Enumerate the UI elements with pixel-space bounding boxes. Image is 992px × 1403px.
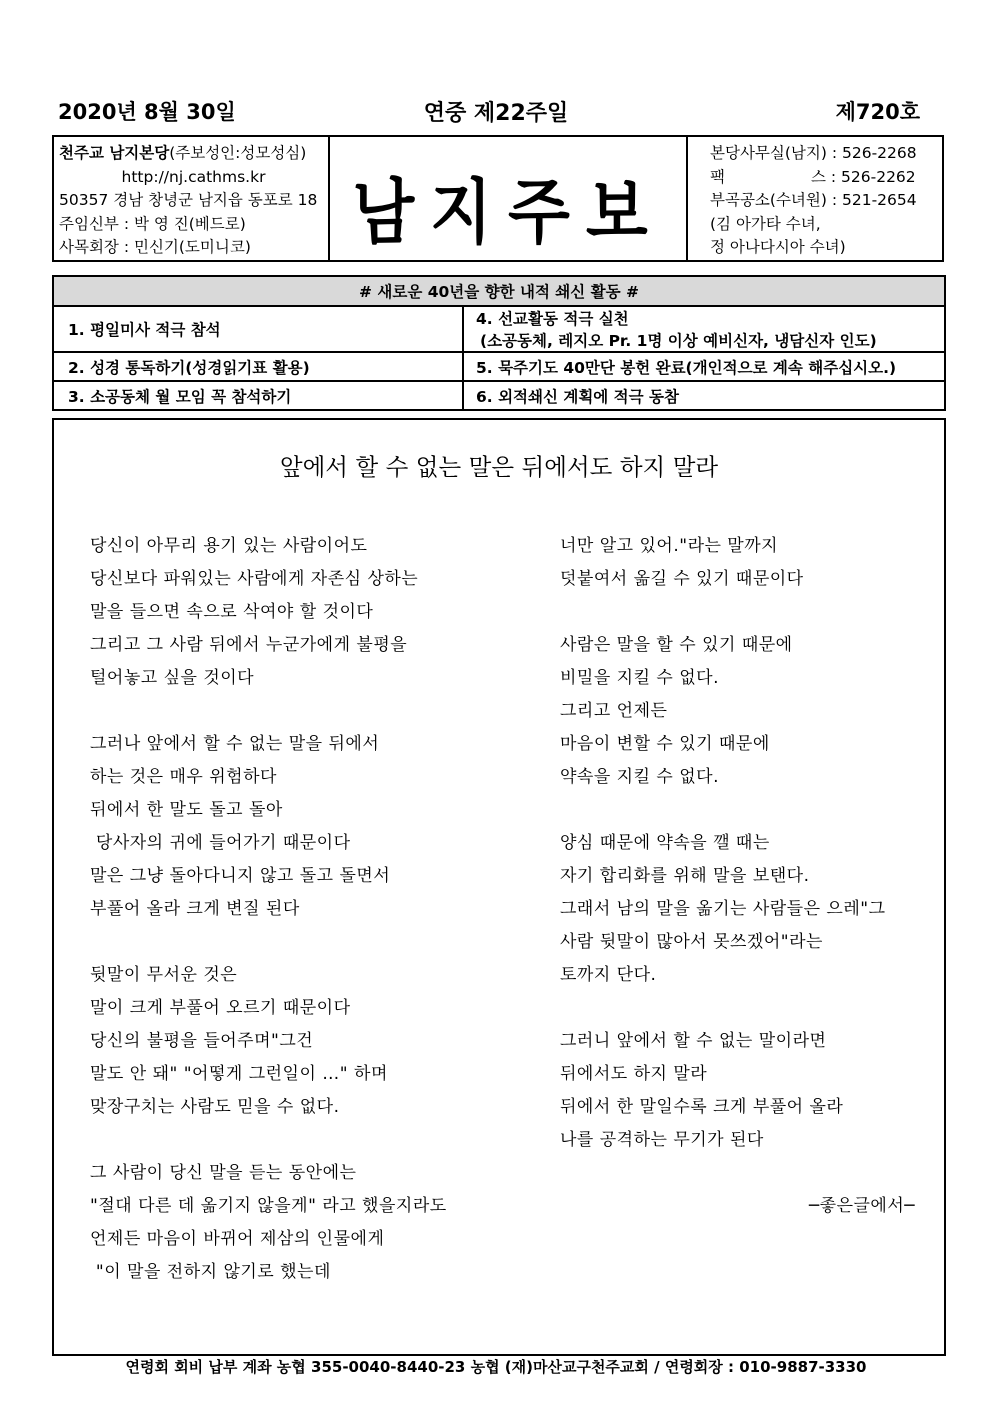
article-line: 비밀을 지킬 수 없다. [560, 668, 719, 688]
sisters-line-1: (김 아가타 수녀, [710, 214, 821, 233]
article-line: 그러나 앞에서 할 수 없는 말을 뒤에서 [90, 734, 380, 754]
article-line: 말이 크게 부풀어 오르기 때문이다 [90, 998, 351, 1018]
issue-date: 2020년 8월 30일 [58, 100, 236, 124]
sisters-line-2: 정 아나다시아 수녀) [710, 238, 846, 256]
article-line [560, 1157, 915, 1190]
article-line: 그리고 그 사람 뒤에서 누군가에게 불평을 [90, 635, 408, 655]
article-line [90, 1124, 447, 1157]
article-line: 그러니 앞에서 할 수 없는 말이라면 [560, 1031, 827, 1051]
article-line: 나를 공격하는 무기가 된다 [560, 1130, 764, 1150]
article-line: "이 말을 전하지 않기로 했는데 [90, 1262, 331, 1282]
convent-phone: 부곡공소(수녀원) : 521-2654 [710, 191, 917, 209]
article-line: 당사자의 귀에 들어가기 때문이다 [90, 833, 351, 853]
parish-pastor: 주임신부 : 박 영 진(베드로) [59, 214, 246, 233]
renewal-item-3: 3. 소공동체 월 모임 꼭 참석하기 [53, 381, 463, 410]
bulletin-title-box [330, 137, 688, 260]
article-left-column [90, 530, 447, 1289]
parish-info [54, 137, 330, 260]
article-line [560, 596, 915, 629]
fax-line [710, 166, 942, 190]
article-line [560, 794, 915, 827]
bulletin-title: 남지주보 [352, 171, 664, 255]
article-line: 부풀어 올라 크게 변질 된다 [90, 899, 300, 919]
article-line: 말을 들으면 속으로 삭여야 할 것이다 [90, 602, 374, 622]
article-line: 토까지 단다. [560, 965, 657, 985]
article-line: 마음이 변할 수 있기 때문에 [560, 734, 770, 754]
parish-patron: (주보성인:성모성심) [169, 144, 307, 162]
article-line: 당신이 아무리 용기 있는 사람이어도 [90, 536, 368, 556]
article-line: 당신의 불평을 들어주며"그건 [90, 1031, 314, 1051]
article-line: 너만 알고 있어."라는 말까지 [560, 536, 779, 556]
article-line: 털어놓고 싶을 것이다 [90, 668, 255, 688]
article-line [90, 695, 447, 728]
article-line: 사람 뒷말이 많아서 못쓰겠어"라는 [560, 932, 823, 952]
article-line: 하는 것은 매우 위험하다 [90, 767, 277, 787]
fax-number: 스 : 526-2262 [810, 167, 916, 186]
article-line: 그 사람이 당신 말을 듣는 동안에는 [90, 1163, 357, 1183]
article-line: 언제든 마음이 바뀌어 제삼의 인물에게 [90, 1229, 385, 1249]
footer-account-info: 연령회 회비 납부 계좌 농협 355-0040-8440-23 농협 (재)마산교구천주교회 / 연령회장 : 010-9887-3330 [125, 1358, 867, 1376]
article-line: 뒷말이 무서운 것은 [90, 965, 238, 985]
council-president: 사목회장 : 민신기(도미니코) [59, 238, 251, 256]
renewal-title: # 새로운 40년을 향한 내적 쇄신 활동 # [53, 276, 945, 306]
parish-address: 50357 경남 창녕군 남지읍 동포로 18 [59, 191, 318, 209]
contact-info [688, 137, 942, 260]
article-line: 덧붙여서 옮길 수 있기 때문이다 [560, 569, 804, 589]
article-line: 뒤에서 한 말일수록 크게 부풀어 올라 [560, 1097, 844, 1117]
article-right-column [560, 530, 915, 1223]
masthead [52, 135, 944, 262]
parish-name: 천주교 남지본당 [59, 144, 170, 162]
renewal-item-6: 6. 외적쇄신 계획에 적극 동참 [463, 381, 945, 410]
article-line: 약속을 지킬 수 없다. [560, 767, 719, 787]
renewal-item-4-main: 4. 선교활동 적극 실천 [476, 310, 629, 328]
article-line: "절대 다른 데 옮기지 않을게" 라고 했을지라도 [90, 1196, 447, 1216]
article-line: 맞장구치는 사람도 믿을 수 없다. [90, 1097, 340, 1117]
article-line: 당신보다 파워있는 사람에게 자존심 상하는 [90, 569, 419, 589]
article-line: 뒤에서 한 말도 돌고 돌아 [90, 800, 283, 820]
article-line: 자기 합리화를 위해 말을 보탠다. [560, 866, 810, 886]
renewal-item-2: 2. 성경 통독하기(성경읽기표 활용) [53, 352, 463, 381]
article-title: 앞에서 할 수 없는 말은 뒤에서도 하지 말라 [279, 453, 719, 481]
article-line: 사람은 말을 할 수 있기 때문에 [560, 635, 793, 655]
issue-number: 제720호 [835, 100, 920, 124]
article-line [90, 926, 447, 959]
article-line: 그리고 언제든 [560, 701, 668, 721]
article-line: 말도 안 돼" "어떻게 그런일이 …" 하며 [90, 1064, 388, 1084]
article-line: 양심 때문에 약속을 깰 때는 [560, 833, 770, 853]
renewal-item-1: 1. 평일미사 적극 참석 [53, 306, 463, 352]
article-line [560, 992, 915, 1025]
parish-website[interactable]: http://nj.cathms.kr [121, 167, 266, 186]
article-line: 그래서 남의 말을 옮기는 사람들은 으레"그 [560, 899, 886, 919]
office-phone: 본당사무실(남지) : 526-2268 [710, 144, 917, 162]
liturgical-week: 연중 제22주일 [423, 101, 569, 126]
article-line: 말은 그냥 돌아다니지 않고 돌고 돌면서 [90, 866, 391, 886]
renewal-item-4-sub: (소공동체, 레지오 Pr. 1명 이상 예비신자, 냉담신자 인도) [480, 332, 877, 350]
renewal-item-5: 5. 묵주기도 40만단 봉헌 완료(개인적으로 계속 해주십시오.) [463, 352, 945, 381]
article-line: 뒤에서도 하지 말라 [560, 1064, 708, 1084]
article-line: ─좋은글에서─ [808, 1196, 915, 1216]
renewal-item-4 [463, 306, 945, 352]
renewal-activities-table [52, 275, 946, 411]
article-box [52, 418, 946, 1356]
fax-label: 팩 [710, 167, 725, 186]
